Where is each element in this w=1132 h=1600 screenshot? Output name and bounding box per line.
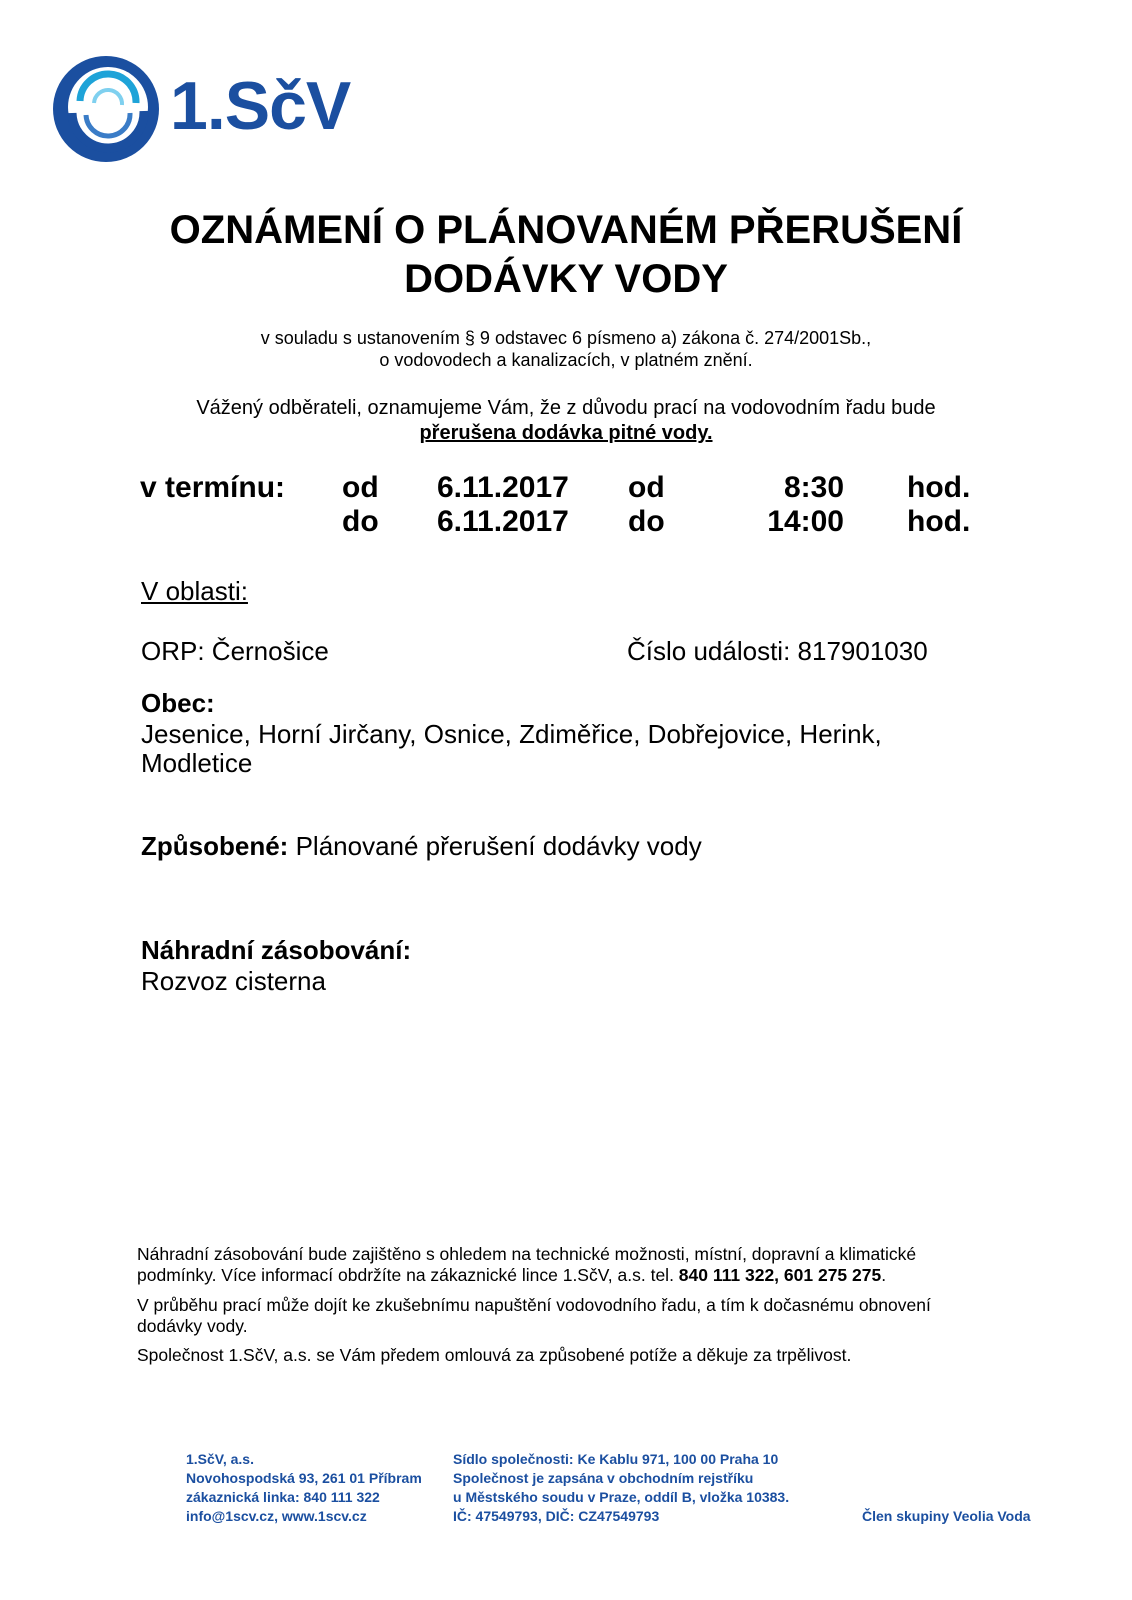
footer-register-1: Společnost je zapsána v obchodním rejstříku xyxy=(453,1470,754,1486)
footer-contact: info@1scv.cz, www.1scv.cz xyxy=(186,1508,367,1524)
schedule-from-time: 8:30 xyxy=(783,471,844,504)
schedule-to-time-word: do xyxy=(628,505,665,538)
area-label: V oblasti: xyxy=(141,576,248,606)
cause-value: Plánované přerušení dodávky vody xyxy=(295,831,702,861)
note-1-end: . xyxy=(881,1265,887,1285)
schedule-to-unit: hod. xyxy=(907,505,971,538)
company-logo-text: 1.SčV xyxy=(170,68,351,144)
footer-seat: Sídlo společnosti: Ke Kablu 971, 100 00 Praha 10 xyxy=(453,1451,779,1467)
schedule-from-time-word: od xyxy=(628,471,665,504)
page-title-line-1: OZNÁMENÍ O PLÁNOVANÉM PŘERUŠENÍ xyxy=(169,208,963,252)
phone-numbers: 840 111 322, 601 275 275 xyxy=(678,1265,882,1285)
footer-ids: IČ: 47549793, DIČ: CZ47549793 xyxy=(453,1508,660,1524)
intro-line-1: Vážený odběrateli, oznamujeme Vám, že z důvodu prací na vodovodním řadu bude xyxy=(196,397,936,419)
footer-group: Člen skupiny Veolia Voda xyxy=(862,1508,1031,1524)
supply-value: Rozvoz cisterna xyxy=(141,966,326,996)
schedule-from-unit: hod. xyxy=(907,471,971,504)
footer-company: 1.SčV, a.s. xyxy=(186,1451,254,1467)
supply-label: Náhradní zásobování: xyxy=(141,935,412,965)
page-title-line-2: DODÁVKY VODY xyxy=(404,257,728,301)
schedule-label: v termínu: xyxy=(140,471,286,504)
cause-label: Způsobené: xyxy=(141,831,289,861)
schedule-from-date: 6.11.2017 xyxy=(437,471,569,504)
footer-hotline: zákaznická linka: 840 111 322 xyxy=(186,1489,380,1505)
obec-line-2: Modletice xyxy=(141,748,253,778)
footer-register-2: u Městského soudu v Praze, oddíl B, vložka 10383. xyxy=(453,1489,790,1505)
note-1-line-1: Náhradní zásobování bude zajištěno s ohledem na technické možnosti, místní, dopravní a klimatické xyxy=(137,1244,917,1264)
footer-col-2 xyxy=(453,1450,789,1526)
note-3: Společnost 1.SčV, a.s. se Vám předem omlouvá za způsobené potíže a děkuje za trpělivost. xyxy=(137,1345,852,1365)
legal-line-1: v souladu s ustanovením § 9 odstavec 6 písmeno a) zákona č. 274/2001Sb., xyxy=(260,328,872,348)
schedule-to-date: 6.11.2017 xyxy=(437,505,569,538)
footer-col-1 xyxy=(186,1450,422,1526)
swirl-logo-icon xyxy=(50,53,162,165)
obec-line-1: Jesenice, Horní Jirčany, Osnice, Zdiměřice, Dobřejovice, Herink, xyxy=(141,719,882,749)
legal-line-2: o vodovodech a kanalizacích, v platném znění. xyxy=(379,350,753,370)
note-2-line-1: V průběhu prací může dojít ke zkušebnímu napuštění vodovodního řadu, a tím k dočasnému obnovení xyxy=(137,1295,931,1315)
orp-value: ORP: Černošice xyxy=(141,636,329,666)
schedule-to-word: do xyxy=(342,505,379,538)
schedule-from-word: od xyxy=(342,471,379,504)
event-number: Číslo události: 817901030 xyxy=(627,636,928,666)
footer-address: Novohospodská 93, 261 01 Příbram xyxy=(186,1470,422,1486)
intro-line-2: přerušena dodávka pitné vody. xyxy=(419,422,713,444)
note-1-text: podmínky. Více informací obdržíte na zákaznické lince 1.SčV, a.s. tel. xyxy=(137,1265,679,1285)
cause-row xyxy=(141,831,702,861)
schedule-to-time: 14:00 xyxy=(767,505,844,538)
obec-label: Obec: xyxy=(141,688,215,718)
note-1-line-2 xyxy=(137,1265,997,1286)
note-2-line-2: dodávky vody. xyxy=(137,1316,248,1336)
